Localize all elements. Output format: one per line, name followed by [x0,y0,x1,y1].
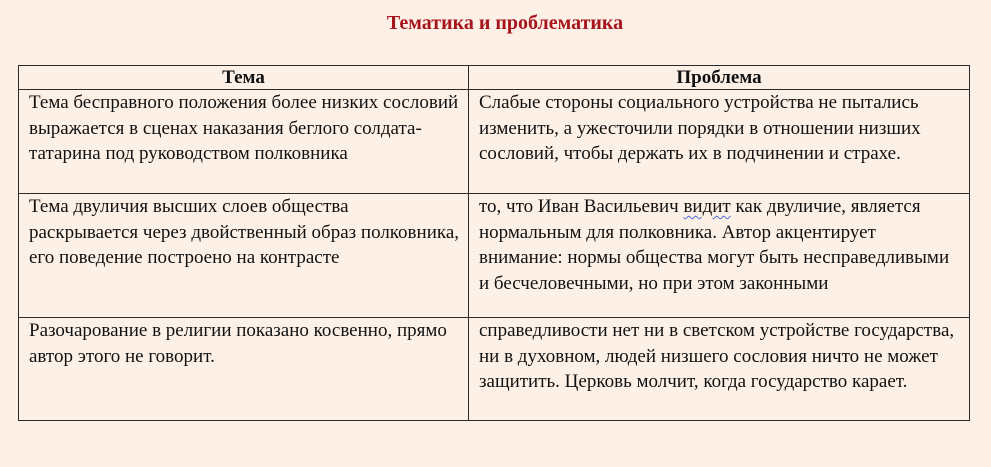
problem-text-start: то, что Иван Васильевич [479,196,684,217]
problem-cell [469,194,970,318]
theme-cell: Разочарование в религии показано косвенно, прямо автор этого не говорит. [19,318,469,421]
theme-cell: Тема двуличия высших слоев общества раскрывается через двойственный образ полковника, его поведение построено на контрасте [19,194,469,318]
spellcheck-flagged-word[interactable]: видит [683,196,731,217]
problem-cell: справедливости нет ни в светском устройстве государства, ни в духовном, людей низшего сословия ничто не может защитить. Церковь молчит, когда государство карает. [469,318,970,421]
table-row [19,90,970,194]
column-header-problem: Проблема [469,66,970,90]
problem-text-end: как двуличие, является нормальным для полковника. Автор акцентирует внимание: нормы общества могут быть несправедливыми и бесчеловечными, но при этом законными [479,196,950,294]
page-title: Тематика и проблематика [386,12,624,34]
table-header-row [19,66,970,90]
column-header-theme: Тема [19,66,469,90]
problem-cell: Слабые стороны социального устройства не пытались изменить, а ужесточили порядки в отношении низших сословий, чтобы держать их в подчинении и страхе. [469,90,970,194]
theme-cell: Тема бесправного положения более низких сословий выражается в сценах наказания беглого солдата-татарина под руководством полковника [19,90,469,194]
table-row [19,194,970,318]
theme-problem-table [18,65,970,421]
table-row [19,318,970,421]
